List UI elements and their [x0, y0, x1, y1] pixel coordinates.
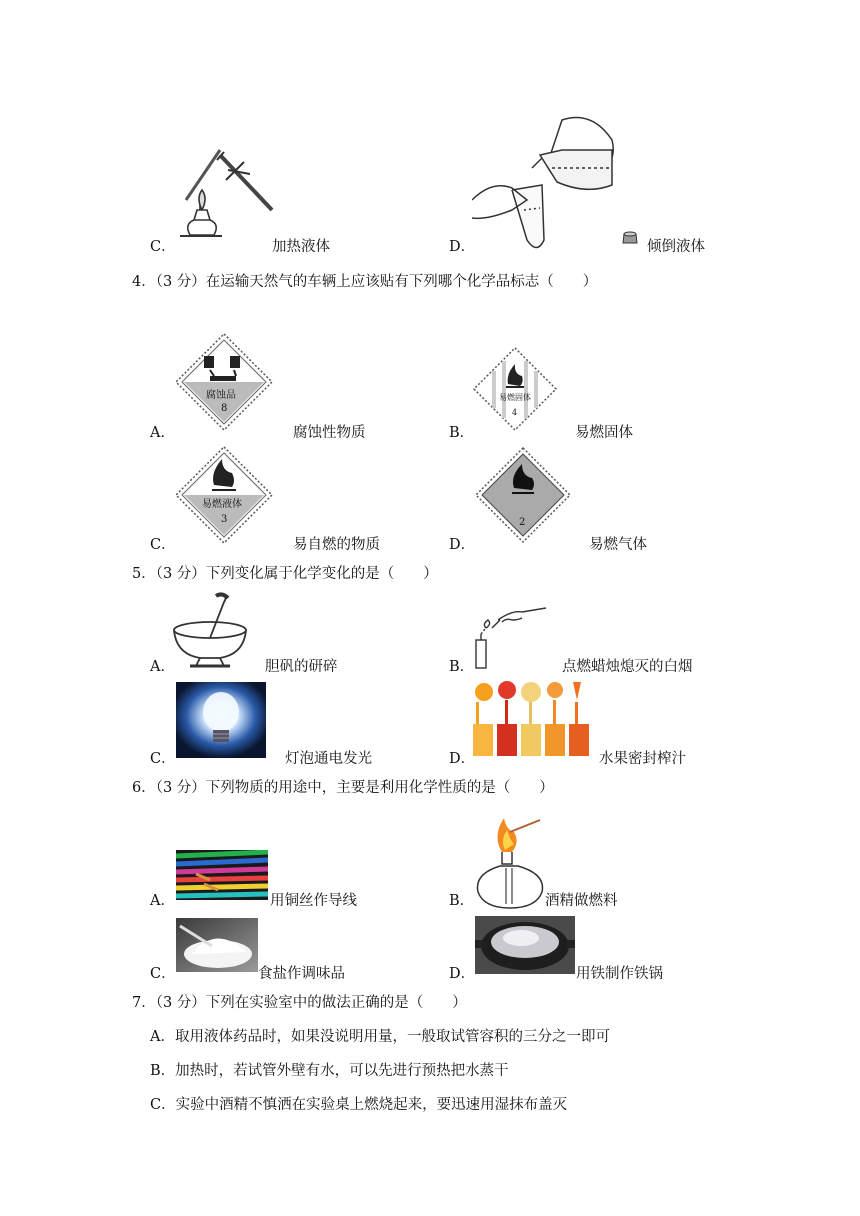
q5-option-c-letter: C．	[150, 751, 176, 767]
q3-option-d-letter: D．	[449, 239, 476, 255]
q5-option-c-text: 灯泡通电发光	[285, 751, 372, 767]
q4-stem: 4．（3 分）在运输天然气的车辆上应该贴有下列哪个化学品标志（ ）	[132, 274, 598, 290]
q3-option-d-text: 倾倒液体	[647, 239, 705, 255]
alcohol-lamp-illustration	[470, 812, 550, 912]
q6-option-a-text: 用铜丝作导线	[270, 893, 357, 909]
corrosive-sign-icon	[174, 332, 274, 432]
q5-option-a-letter: A．	[150, 659, 175, 675]
q6-option-b-text: 酒精做燃料	[545, 893, 618, 909]
q4-option-c-text: 易自燃的物质	[293, 537, 380, 553]
q5-option-d-letter: D．	[449, 751, 476, 767]
q5-option-a-text: 胆矾的研碎	[265, 659, 338, 675]
flammable-gas-sign-icon	[474, 446, 572, 544]
flammable-solid-sign-label: 易燃固体	[499, 393, 531, 402]
flammable-solid-sign-icon	[472, 346, 558, 432]
q4-option-c-letter: C．	[150, 537, 176, 553]
q4-option-d-letter: D．	[449, 537, 476, 553]
q7-option-a: A．取用液体药品时，如果没说明用量，一般取试管容积的三分之一即可	[150, 1029, 610, 1045]
flammable-liquid-sign-number: 3	[221, 514, 228, 525]
q5-option-b-text: 点燃蜡烛熄灭的白烟	[562, 659, 693, 675]
flammable-gas-sign-number: 2	[519, 517, 526, 528]
q6-option-d-letter: D．	[449, 966, 476, 982]
flammable-solid-sign-number: 4	[512, 408, 518, 417]
q3-option-c-text: 加热液体	[272, 239, 330, 255]
q6-option-c-text: 食盐作调味品	[258, 966, 345, 982]
bottle-stopper-icon	[621, 228, 639, 246]
heating-liquid-illustration	[172, 140, 282, 250]
candle-smoke-illustration	[472, 598, 548, 670]
q6-option-b-letter: B．	[449, 893, 475, 909]
q5-stem: 5．（3 分）下列变化属于化学变化的是（ ）	[132, 566, 438, 582]
q7-option-c: C．实验中酒精不慎洒在实验桌上燃烧起来，要迅速用湿抹布盖灭	[150, 1097, 568, 1113]
q4-option-a-letter: A．	[150, 425, 175, 441]
q7-option-b: B．加热时，若试管外壁有水，可以先进行预热把水蒸干	[150, 1063, 509, 1079]
fruit-juice-photo	[473, 680, 591, 758]
flammable-liquid-sign-label: 易燃液体	[202, 499, 242, 510]
q6-option-a-letter: A．	[150, 893, 175, 909]
q4-option-b-text: 易燃固体	[575, 425, 633, 441]
q6-option-d-text: 用铁制作铁锅	[576, 966, 663, 982]
q7-stem: 7．（3 分）下列在实验室中的做法正确的是（ ）	[132, 995, 467, 1011]
table-salt-photo	[176, 918, 258, 972]
mortar-pestle-illustration	[172, 592, 252, 672]
pouring-liquid-illustration	[472, 110, 622, 255]
corrosive-sign-number: 8	[221, 403, 228, 414]
q4-option-d-text: 易燃气体	[589, 537, 647, 553]
q3-option-c-letter: C．	[150, 239, 176, 255]
copper-wires-photo	[176, 850, 268, 900]
q5-option-d-text: 水果密封榨汁	[599, 751, 686, 767]
q5-option-b-letter: B．	[449, 659, 475, 675]
q4-option-a-text: 腐蚀性物质	[293, 425, 366, 441]
q6-option-c-letter: C．	[150, 966, 176, 982]
glowing-bulb-photo	[176, 682, 266, 758]
q4-option-b-letter: B．	[449, 425, 475, 441]
corrosive-sign-label: 腐蚀品	[206, 390, 236, 401]
q6-stem: 6．（3 分）下列物质的用途中，主要是利用化学性质的是（ ）	[132, 780, 554, 796]
iron-wok-photo	[475, 916, 575, 974]
